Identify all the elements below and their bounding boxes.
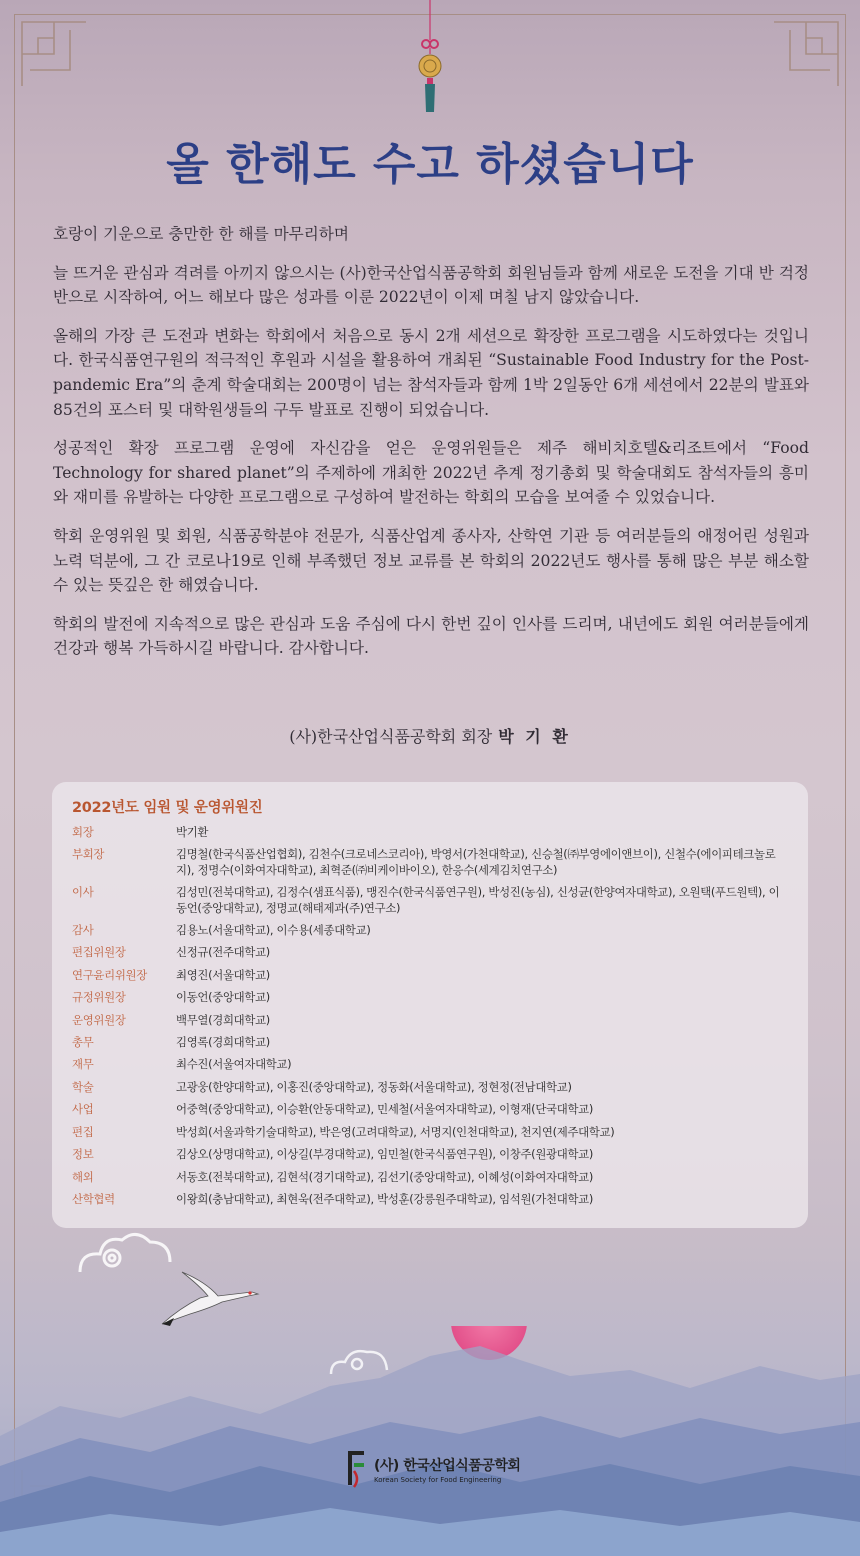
letter-body bbox=[53, 222, 809, 675]
committee-role: 회장 bbox=[72, 825, 94, 839]
logo-main-text: (사) 한국산업식품공학회 bbox=[374, 1457, 521, 1474]
committee-role: 정보 bbox=[72, 1147, 94, 1162]
letter-paragraph: 성공적인 확장 프로그램 운영에 자신감을 얻은 운영위원들은 제주 해비치호텔&리조트에서 “Food Technology for shared planet”의 주제하에 개최한 2022년 추계 정기총회 및 학술대회도 참석자들의 흥미와 재미를 유발하는 다양한 프로그램으로 구성하여 발전하는 학회의 모습을 보여줄 수 있었습니다. bbox=[53, 439, 809, 507]
committee-role: 편집 bbox=[72, 1124, 94, 1139]
signature bbox=[0, 724, 860, 747]
committee-role: 학술 bbox=[72, 1079, 94, 1094]
committee-names: 최수진(서울여자대학교) bbox=[176, 1057, 292, 1072]
committee-role: 연구윤리위원장 bbox=[72, 967, 147, 982]
mountain-landscape bbox=[0, 1326, 860, 1556]
committee-names: 어중혁(중앙대학교), 이승환(안동대학교), 민세철(서울여자대학교), 이형재(단국대학교) bbox=[176, 1102, 593, 1117]
committee-role: 규정위원장 bbox=[72, 990, 126, 1005]
corner-ornament-top-right bbox=[774, 14, 846, 86]
committee-role: 총무 bbox=[72, 1035, 94, 1050]
committee-role: 이사 bbox=[72, 885, 94, 900]
committee-role: 해외 bbox=[72, 1169, 94, 1184]
committee-row bbox=[72, 1170, 788, 1185]
committee-row bbox=[72, 923, 788, 938]
society-logo bbox=[346, 1444, 526, 1494]
committee-row bbox=[72, 1192, 788, 1207]
committee-row bbox=[72, 1013, 788, 1028]
committee-names: 박기환 bbox=[176, 825, 209, 839]
committee-row bbox=[72, 825, 788, 840]
committee-row bbox=[72, 945, 788, 960]
committee-row bbox=[72, 847, 788, 878]
society-logo-icon bbox=[346, 1449, 368, 1489]
committee-names: 이동언(중앙대학교) bbox=[176, 990, 270, 1005]
committee-role: 운영위원장 bbox=[72, 1012, 126, 1027]
committee-list bbox=[72, 825, 788, 1207]
letter-paragraph: 올해의 가장 큰 도전과 변화는 학회에서 처음으로 동시 2개 세션으로 확장한 프로그램을 시도하였다는 것입니다. 한국식품연구원의 적극적인 후원과 시설을 활용하여 개최된 “Sustainable Food Industry for the Post-pandemic Era”의 춘계 학술대회는 200명이 넘는 참석자들과 함께 1박 2일동안 6개 세션에서 22분의 발표와 85건의 포스터 및 대학원생들의 구두 발표로 진행이 되었습니다. bbox=[53, 326, 809, 419]
committee-names: 김용노(서울대학교), 이수용(세종대학교) bbox=[176, 923, 371, 938]
committee-names: 김명철(한국식품산업협회), 김천수(크로네스코리아), 박영서(가천대학교), 신승철(㈜부영에이앤브이), 신철수(에이피테크놀로지), 정명수(이화여자대학교), 최혁준(㈜비케이바이오), 한응수(세계김치연구소) bbox=[176, 847, 776, 877]
committee-names: 신정규(전주대학교) bbox=[176, 945, 270, 960]
committee-names: 김성민(전북대학교), 김정수(샘표식품), 맹진수(한국식품연구원), 박성진(농심), 신성균(한양여자대학교), 오원택(푸드원텍), 이동언(중앙대학교), 정명교(해태제과(주)연구소) bbox=[176, 885, 780, 915]
committee-names: 서동호(전북대학교), 김현석(경기대학교), 김선기(중앙대학교), 이혜성(이화여자대학교) bbox=[176, 1169, 593, 1184]
page-title: 올 한해도 수고 하셨습니다 bbox=[166, 139, 694, 190]
committee-names: 백무열(경희대학교) bbox=[176, 1012, 270, 1027]
committee-title: 2022년도 임원 및 운영위원진 bbox=[72, 800, 263, 816]
committee-row bbox=[72, 1035, 788, 1050]
signature-org: (사)한국산업식품공학회 회장 bbox=[289, 727, 493, 746]
letter-paragraph: 호랑이 기운으로 충만한 한 해를 마무리하며 bbox=[53, 225, 349, 243]
committee-names: 최영진(서울대학교) bbox=[176, 967, 270, 982]
committee-row bbox=[72, 1125, 788, 1140]
committee-row bbox=[72, 968, 788, 983]
crane-icon bbox=[160, 1268, 260, 1328]
logo-sub-text: Korean Society for Food Engineering bbox=[374, 1475, 502, 1484]
committee-role: 사업 bbox=[72, 1102, 94, 1117]
committee-role: 감사 bbox=[72, 923, 94, 938]
committee-row bbox=[72, 1080, 788, 1095]
corner-ornament-top-left bbox=[14, 14, 86, 86]
committee-names: 이왕희(충남대학교), 최현욱(전주대학교), 박성훈(강릉원주대학교), 임석원(가천대학교) bbox=[176, 1191, 593, 1206]
signature-name: 박 기 환 bbox=[498, 727, 571, 746]
committee-names: 박성희(서울과학기술대학교), 박은영(고려대학교), 서명지(인천대학교), 천지연(제주대학교) bbox=[176, 1124, 615, 1139]
committee-role: 산학협력 bbox=[72, 1191, 115, 1206]
committee-names: 김영록(경희대학교) bbox=[176, 1035, 270, 1050]
committee-role: 편집위원장 bbox=[72, 945, 126, 960]
committee-row bbox=[72, 885, 788, 916]
committee-names: 고광웅(한양대학교), 이홍진(중앙대학교), 정동화(서울대학교), 정현정(전남대학교) bbox=[176, 1079, 572, 1094]
committee-row bbox=[72, 1057, 788, 1072]
committee-role: 부회장 bbox=[72, 847, 105, 862]
letter-paragraph: 늘 뜨거운 관심과 격려를 아끼지 않으시는 (사)한국산업식품공학회 회원님들과 함께 새로운 도전을 기대 반 걱정반으로 시작하여, 어느 해보다 많은 성과를 이룬 2022년이 이제 며칠 남지 않았습니다. bbox=[53, 263, 809, 307]
committee-row bbox=[72, 1147, 788, 1162]
letter-paragraph: 학회 운영위원 및 회원, 식품공학분야 전문가, 식품산업계 종사자, 산학연 기관 등 여러분들의 애정어린 성원과 노력 덕분에, 그 간 코로나19로 인해 부족했던 정보 교류를 본 학회의 2022년도 행사를 통해 많은 부분 해소할 수 있는 뜻깊은 한 해였습니다. bbox=[53, 526, 809, 595]
committee-role: 재무 bbox=[72, 1057, 94, 1072]
norigae-ornament-icon bbox=[410, 0, 450, 120]
committee-row bbox=[72, 990, 788, 1005]
committee-names: 김상오(상명대학교), 이상길(부경대학교), 임민철(한국식품연구원), 이창주(원광대학교) bbox=[176, 1147, 593, 1162]
committee-row bbox=[72, 1102, 788, 1117]
letter-paragraph: 학회의 발전에 지속적으로 많은 관심과 도움 주심에 다시 한번 깊이 인사를 드리며, 내년에도 회원 여러분들에게 건강과 행복 가득하시길 바랍니다. 감사합니다. bbox=[53, 614, 809, 658]
committee-panel bbox=[52, 782, 808, 1228]
